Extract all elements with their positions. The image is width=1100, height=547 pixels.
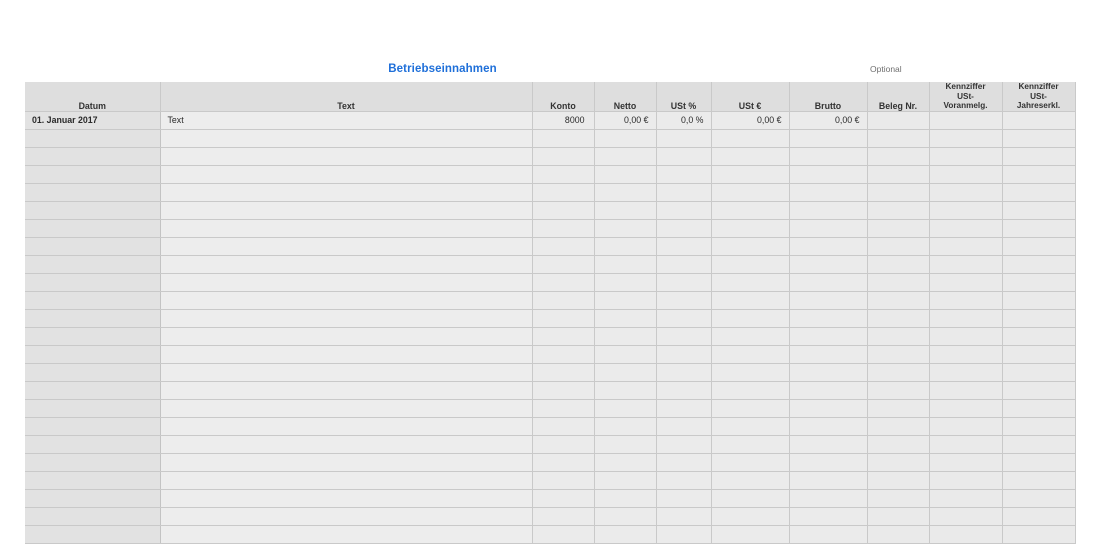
cell-ust-percent[interactable] (656, 165, 711, 183)
cell-text[interactable] (160, 453, 532, 471)
cell-beleg-nr[interactable] (867, 435, 929, 453)
table-row[interactable] (25, 255, 1075, 273)
table-row[interactable] (25, 489, 1075, 507)
kzvor-line-1: Kennziffer (945, 82, 986, 91)
cell-brutto[interactable] (789, 417, 867, 435)
cell-netto[interactable] (594, 201, 656, 219)
cell-brutto[interactable]: 0,00 € (789, 111, 867, 129)
column-header-netto[interactable]: Netto (594, 82, 656, 111)
cell-text[interactable] (160, 327, 532, 345)
cell-netto[interactable] (594, 381, 656, 399)
table-header (25, 82, 1075, 111)
cell-ust-euro[interactable] (711, 165, 789, 183)
cell-brutto[interactable] (789, 273, 867, 291)
cell-netto[interactable] (594, 183, 656, 201)
table-body (25, 111, 1075, 543)
table-row[interactable] (25, 453, 1075, 471)
cell-brutto[interactable] (789, 309, 867, 327)
cell-konto[interactable] (532, 345, 594, 363)
cell-brutto[interactable] (789, 147, 867, 165)
cell-kennziffer-voranmeldung[interactable] (929, 255, 1002, 273)
cell-ust-euro[interactable] (711, 507, 789, 525)
cell-kennziffer-jahreserklaerung[interactable] (1002, 147, 1075, 165)
table-row[interactable] (25, 471, 1075, 489)
cell-kennziffer-voranmeldung[interactable] (929, 201, 1002, 219)
cell-brutto[interactable] (789, 471, 867, 489)
cell-konto[interactable] (532, 147, 594, 165)
cell-brutto[interactable] (789, 291, 867, 309)
cell-netto[interactable] (594, 255, 656, 273)
table-row[interactable] (25, 165, 1075, 183)
cell-konto[interactable] (532, 399, 594, 417)
cell-brutto[interactable] (789, 201, 867, 219)
cell-datum[interactable] (25, 201, 160, 219)
cell-netto[interactable] (594, 273, 656, 291)
cell-kennziffer-jahreserklaerung[interactable] (1002, 129, 1075, 147)
cell-ust-euro[interactable] (711, 201, 789, 219)
cell-text[interactable] (160, 363, 532, 381)
cell-ust-euro[interactable] (711, 129, 789, 147)
table-header-row (25, 82, 1075, 111)
cell-konto[interactable] (532, 201, 594, 219)
cell-datum[interactable] (25, 183, 160, 201)
cell-text[interactable] (160, 237, 532, 255)
cell-text[interactable] (160, 291, 532, 309)
table-row[interactable] (25, 435, 1075, 453)
cell-text[interactable] (160, 525, 532, 543)
cell-netto[interactable] (594, 435, 656, 453)
table-row[interactable] (25, 183, 1075, 201)
cell-text[interactable] (160, 381, 532, 399)
cell-brutto[interactable] (789, 165, 867, 183)
cell-beleg-nr[interactable] (867, 327, 929, 345)
cell-konto[interactable] (532, 381, 594, 399)
cell-kennziffer-voranmeldung[interactable] (929, 183, 1002, 201)
cell-beleg-nr[interactable] (867, 507, 929, 525)
cell-datum[interactable] (25, 453, 160, 471)
cell-ust-euro[interactable] (711, 381, 789, 399)
cell-text[interactable] (160, 345, 532, 363)
cell-datum[interactable] (25, 345, 160, 363)
cell-beleg-nr[interactable] (867, 309, 929, 327)
column-header-ust-euro[interactable]: USt € (711, 82, 789, 111)
cell-ust-euro[interactable] (711, 291, 789, 309)
cell-ust-percent[interactable] (656, 525, 711, 543)
cell-beleg-nr[interactable] (867, 291, 929, 309)
cell-ust-percent[interactable] (656, 507, 711, 525)
cell-brutto[interactable] (789, 381, 867, 399)
cell-kennziffer-voranmeldung[interactable] (929, 381, 1002, 399)
cell-beleg-nr[interactable] (867, 363, 929, 381)
cell-brutto[interactable] (789, 507, 867, 525)
cell-kennziffer-voranmeldung[interactable] (929, 111, 1002, 129)
cell-datum[interactable] (25, 327, 160, 345)
cell-netto[interactable] (594, 309, 656, 327)
cell-kennziffer-jahreserklaerung[interactable] (1002, 507, 1075, 525)
cell-datum[interactable]: 01. Januar 2017 (25, 111, 160, 129)
table-row[interactable] (25, 201, 1075, 219)
cell-kennziffer-voranmeldung[interactable] (929, 219, 1002, 237)
cell-brutto[interactable] (789, 255, 867, 273)
cell-beleg-nr[interactable] (867, 201, 929, 219)
column-header-beleg-nr[interactable]: Beleg Nr. (867, 82, 929, 111)
cell-kennziffer-jahreserklaerung[interactable] (1002, 363, 1075, 381)
cell-ust-percent[interactable] (656, 417, 711, 435)
cell-ust-percent[interactable] (656, 147, 711, 165)
cell-ust-percent[interactable] (656, 381, 711, 399)
table-row[interactable] (25, 507, 1075, 525)
cell-konto[interactable] (532, 165, 594, 183)
cell-ust-euro[interactable] (711, 345, 789, 363)
cell-konto[interactable] (532, 255, 594, 273)
column-header-datum[interactable]: Datum (25, 82, 160, 111)
cell-ust-euro[interactable] (711, 489, 789, 507)
cell-datum[interactable] (25, 399, 160, 417)
cell-netto[interactable] (594, 345, 656, 363)
cell-kennziffer-voranmeldung[interactable] (929, 507, 1002, 525)
cell-konto[interactable]: 8000 (532, 111, 594, 129)
cell-beleg-nr[interactable] (867, 489, 929, 507)
cell-kennziffer-voranmeldung[interactable] (929, 327, 1002, 345)
cell-brutto[interactable] (789, 237, 867, 255)
table-row[interactable] (25, 219, 1075, 237)
column-header-brutto[interactable]: Brutto (789, 82, 867, 111)
cell-text[interactable] (160, 129, 532, 147)
cell-beleg-nr[interactable] (867, 399, 929, 417)
cell-ust-euro[interactable]: 0,00 € (711, 111, 789, 129)
cell-kennziffer-voranmeldung[interactable] (929, 345, 1002, 363)
cell-beleg-nr[interactable] (867, 237, 929, 255)
cell-konto[interactable] (532, 417, 594, 435)
table-row[interactable] (25, 147, 1075, 165)
cell-netto[interactable] (594, 417, 656, 435)
cell-kennziffer-jahreserklaerung[interactable] (1002, 345, 1075, 363)
table-row[interactable] (25, 417, 1075, 435)
cell-konto[interactable] (532, 327, 594, 345)
cell-beleg-nr[interactable] (867, 183, 929, 201)
cell-konto[interactable] (532, 453, 594, 471)
cell-beleg-nr[interactable] (867, 525, 929, 543)
cell-konto[interactable] (532, 525, 594, 543)
cell-kennziffer-jahreserklaerung[interactable] (1002, 525, 1075, 543)
column-header-text[interactable]: Text (160, 82, 532, 111)
cell-text[interactable] (160, 471, 532, 489)
cell-beleg-nr[interactable] (867, 471, 929, 489)
cell-beleg-nr[interactable] (867, 255, 929, 273)
cell-konto[interactable] (532, 237, 594, 255)
cell-datum[interactable] (25, 255, 160, 273)
cell-kennziffer-jahreserklaerung[interactable] (1002, 327, 1075, 345)
cell-netto[interactable] (594, 507, 656, 525)
table-row[interactable] (25, 309, 1075, 327)
cell-ust-euro[interactable] (711, 255, 789, 273)
table-row[interactable] (25, 129, 1075, 147)
cell-kennziffer-voranmeldung[interactable] (929, 489, 1002, 507)
cell-datum[interactable] (25, 291, 160, 309)
table-row[interactable] (25, 525, 1075, 543)
cell-kennziffer-jahreserklaerung[interactable] (1002, 111, 1075, 129)
cell-netto[interactable] (594, 291, 656, 309)
page-title: Betriebseinnahmen (388, 63, 497, 75)
cell-beleg-nr[interactable] (867, 453, 929, 471)
cell-kennziffer-jahreserklaerung[interactable] (1002, 273, 1075, 291)
cell-brutto[interactable] (789, 525, 867, 543)
cell-kennziffer-voranmeldung[interactable] (929, 363, 1002, 381)
cell-ust-euro[interactable] (711, 471, 789, 489)
cell-text[interactable] (160, 183, 532, 201)
cell-datum[interactable] (25, 165, 160, 183)
cell-kennziffer-jahreserklaerung[interactable] (1002, 255, 1075, 273)
cell-text[interactable] (160, 309, 532, 327)
cell-netto[interactable] (594, 363, 656, 381)
cell-datum[interactable] (25, 363, 160, 381)
cell-kennziffer-voranmeldung[interactable] (929, 273, 1002, 291)
cell-ust-percent[interactable] (656, 219, 711, 237)
table-row[interactable] (25, 111, 1075, 129)
cell-netto[interactable] (594, 471, 656, 489)
cell-kennziffer-voranmeldung[interactable] (929, 453, 1002, 471)
cell-kennziffer-jahreserklaerung[interactable] (1002, 417, 1075, 435)
cell-datum[interactable] (25, 147, 160, 165)
table-row[interactable] (25, 381, 1075, 399)
cell-beleg-nr[interactable] (867, 111, 929, 129)
cell-kennziffer-voranmeldung[interactable] (929, 435, 1002, 453)
cell-ust-percent[interactable] (656, 201, 711, 219)
cell-kennziffer-jahreserklaerung[interactable] (1002, 399, 1075, 417)
cell-brutto[interactable] (789, 399, 867, 417)
cell-ust-euro[interactable] (711, 273, 789, 291)
cell-konto[interactable] (532, 291, 594, 309)
table-row[interactable] (25, 363, 1075, 381)
cell-ust-percent[interactable] (656, 291, 711, 309)
cell-netto[interactable] (594, 129, 656, 147)
cell-text[interactable] (160, 255, 532, 273)
cell-konto[interactable] (532, 309, 594, 327)
entries-table (25, 82, 1076, 544)
kzjahr-line-3: Jahreserkl. (1016, 101, 1061, 110)
cell-netto[interactable] (594, 525, 656, 543)
cell-ust-percent[interactable] (656, 255, 711, 273)
cell-ust-euro[interactable] (711, 219, 789, 237)
cell-brutto[interactable] (789, 363, 867, 381)
cell-text[interactable] (160, 435, 532, 453)
cell-datum[interactable] (25, 507, 160, 525)
cell-datum[interactable] (25, 273, 160, 291)
column-header-ust-percent[interactable]: USt % (656, 82, 711, 111)
cell-ust-euro[interactable] (711, 417, 789, 435)
cell-kennziffer-voranmeldung[interactable] (929, 309, 1002, 327)
cell-ust-percent[interactable]: 0,0 % (656, 111, 711, 129)
cell-kennziffer-jahreserklaerung[interactable] (1002, 291, 1075, 309)
cell-konto[interactable] (532, 183, 594, 201)
cell-ust-percent[interactable] (656, 399, 711, 417)
cell-datum[interactable] (25, 237, 160, 255)
optional-section-label: Optional (870, 64, 902, 74)
cell-ust-percent[interactable] (656, 309, 711, 327)
cell-konto[interactable] (532, 129, 594, 147)
cell-konto[interactable] (532, 363, 594, 381)
cell-kennziffer-voranmeldung[interactable] (929, 471, 1002, 489)
cell-netto[interactable] (594, 399, 656, 417)
kzjahr-line-2: USt- (1030, 91, 1047, 101)
cell-text[interactable] (160, 219, 532, 237)
cell-netto[interactable] (594, 327, 656, 345)
cell-kennziffer-jahreserklaerung[interactable] (1002, 435, 1075, 453)
cell-brutto[interactable] (789, 129, 867, 147)
cell-ust-euro[interactable] (711, 309, 789, 327)
cell-datum[interactable] (25, 489, 160, 507)
cell-datum[interactable] (25, 309, 160, 327)
cell-konto[interactable] (532, 435, 594, 453)
table-row[interactable] (25, 273, 1075, 291)
cell-ust-euro[interactable] (711, 363, 789, 381)
cell-ust-percent[interactable] (656, 129, 711, 147)
cell-konto[interactable] (532, 507, 594, 525)
cell-kennziffer-voranmeldung[interactable] (929, 399, 1002, 417)
table-row[interactable] (25, 237, 1075, 255)
cell-text[interactable]: Text (160, 111, 532, 129)
cell-ust-percent[interactable] (656, 363, 711, 381)
cell-kennziffer-jahreserklaerung[interactable] (1002, 309, 1075, 327)
cell-ust-euro[interactable] (711, 453, 789, 471)
cell-datum[interactable] (25, 219, 160, 237)
cell-brutto[interactable] (789, 345, 867, 363)
kzjahr-line-1: Kennziffer (1018, 82, 1059, 91)
cell-netto[interactable] (594, 237, 656, 255)
cell-kennziffer-voranmeldung[interactable] (929, 165, 1002, 183)
cell-ust-percent[interactable] (656, 327, 711, 345)
cell-datum[interactable] (25, 471, 160, 489)
cell-netto[interactable] (594, 489, 656, 507)
cell-kennziffer-voranmeldung[interactable] (929, 147, 1002, 165)
cell-text[interactable] (160, 147, 532, 165)
kzvor-line-3: Voranmelg. (943, 101, 988, 110)
cell-kennziffer-voranmeldung[interactable] (929, 417, 1002, 435)
cell-kennziffer-jahreserklaerung[interactable] (1002, 201, 1075, 219)
cell-konto[interactable] (532, 273, 594, 291)
cell-datum[interactable] (25, 417, 160, 435)
cell-brutto[interactable] (789, 489, 867, 507)
cell-kennziffer-jahreserklaerung[interactable] (1002, 381, 1075, 399)
table-row[interactable] (25, 291, 1075, 309)
cell-datum[interactable] (25, 381, 160, 399)
cell-konto[interactable] (532, 471, 594, 489)
title-band (25, 60, 1075, 80)
cell-datum[interactable] (25, 129, 160, 147)
cell-kennziffer-jahreserklaerung[interactable] (1002, 183, 1075, 201)
cell-datum[interactable] (25, 435, 160, 453)
table-row[interactable] (25, 327, 1075, 345)
cell-text[interactable] (160, 273, 532, 291)
cell-kennziffer-voranmeldung[interactable] (929, 237, 1002, 255)
cell-ust-percent[interactable] (656, 183, 711, 201)
cell-beleg-nr[interactable] (867, 273, 929, 291)
cell-konto[interactable] (532, 489, 594, 507)
cell-konto[interactable] (532, 219, 594, 237)
cell-kennziffer-jahreserklaerung[interactable] (1002, 165, 1075, 183)
cell-brutto[interactable] (789, 219, 867, 237)
cell-kennziffer-jahreserklaerung[interactable] (1002, 219, 1075, 237)
cell-beleg-nr[interactable] (867, 147, 929, 165)
cell-netto[interactable]: 0,00 € (594, 111, 656, 129)
cell-ust-euro[interactable] (711, 435, 789, 453)
cell-netto[interactable] (594, 165, 656, 183)
cell-datum[interactable] (25, 525, 160, 543)
cell-ust-percent[interactable] (656, 471, 711, 489)
kzvor-line-2: USt- (957, 91, 974, 101)
cell-kennziffer-voranmeldung[interactable] (929, 129, 1002, 147)
table-row[interactable] (25, 345, 1075, 363)
cell-brutto[interactable] (789, 435, 867, 453)
cell-brutto[interactable] (789, 453, 867, 471)
cell-beleg-nr[interactable] (867, 381, 929, 399)
cell-netto[interactable] (594, 219, 656, 237)
cell-kennziffer-jahreserklaerung[interactable] (1002, 471, 1075, 489)
column-header-konto[interactable]: Konto (532, 82, 594, 111)
cell-ust-euro[interactable] (711, 237, 789, 255)
cell-beleg-nr[interactable] (867, 219, 929, 237)
cell-beleg-nr[interactable] (867, 129, 929, 147)
cell-brutto[interactable] (789, 327, 867, 345)
cell-text[interactable] (160, 507, 532, 525)
cell-netto[interactable] (594, 453, 656, 471)
cell-ust-percent[interactable] (656, 237, 711, 255)
cell-kennziffer-jahreserklaerung[interactable] (1002, 237, 1075, 255)
cell-beleg-nr[interactable] (867, 165, 929, 183)
cell-text[interactable] (160, 417, 532, 435)
cell-brutto[interactable] (789, 183, 867, 201)
cell-ust-percent[interactable] (656, 489, 711, 507)
cell-text[interactable] (160, 201, 532, 219)
cell-beleg-nr[interactable] (867, 417, 929, 435)
cell-ust-percent[interactable] (656, 273, 711, 291)
cell-ust-euro[interactable] (711, 399, 789, 417)
cell-text[interactable] (160, 165, 532, 183)
cell-text[interactable] (160, 399, 532, 417)
cell-netto[interactable] (594, 147, 656, 165)
cell-kennziffer-jahreserklaerung[interactable] (1002, 489, 1075, 507)
cell-ust-euro[interactable] (711, 327, 789, 345)
cell-ust-percent[interactable] (656, 345, 711, 363)
cell-kennziffer-voranmeldung[interactable] (929, 291, 1002, 309)
cell-text[interactable] (160, 489, 532, 507)
table-row[interactable] (25, 399, 1075, 417)
cell-ust-euro[interactable] (711, 183, 789, 201)
cell-ust-percent[interactable] (656, 435, 711, 453)
column-header-kennziffer-ust-jahreserklaerung[interactable] (1002, 82, 1075, 111)
cell-ust-euro[interactable] (711, 147, 789, 165)
cell-kennziffer-jahreserklaerung[interactable] (1002, 453, 1075, 471)
cell-ust-percent[interactable] (656, 453, 711, 471)
cell-ust-euro[interactable] (711, 525, 789, 543)
cell-kennziffer-voranmeldung[interactable] (929, 525, 1002, 543)
cell-beleg-nr[interactable] (867, 345, 929, 363)
column-header-kennziffer-ust-voranmeldung[interactable] (929, 82, 1002, 111)
